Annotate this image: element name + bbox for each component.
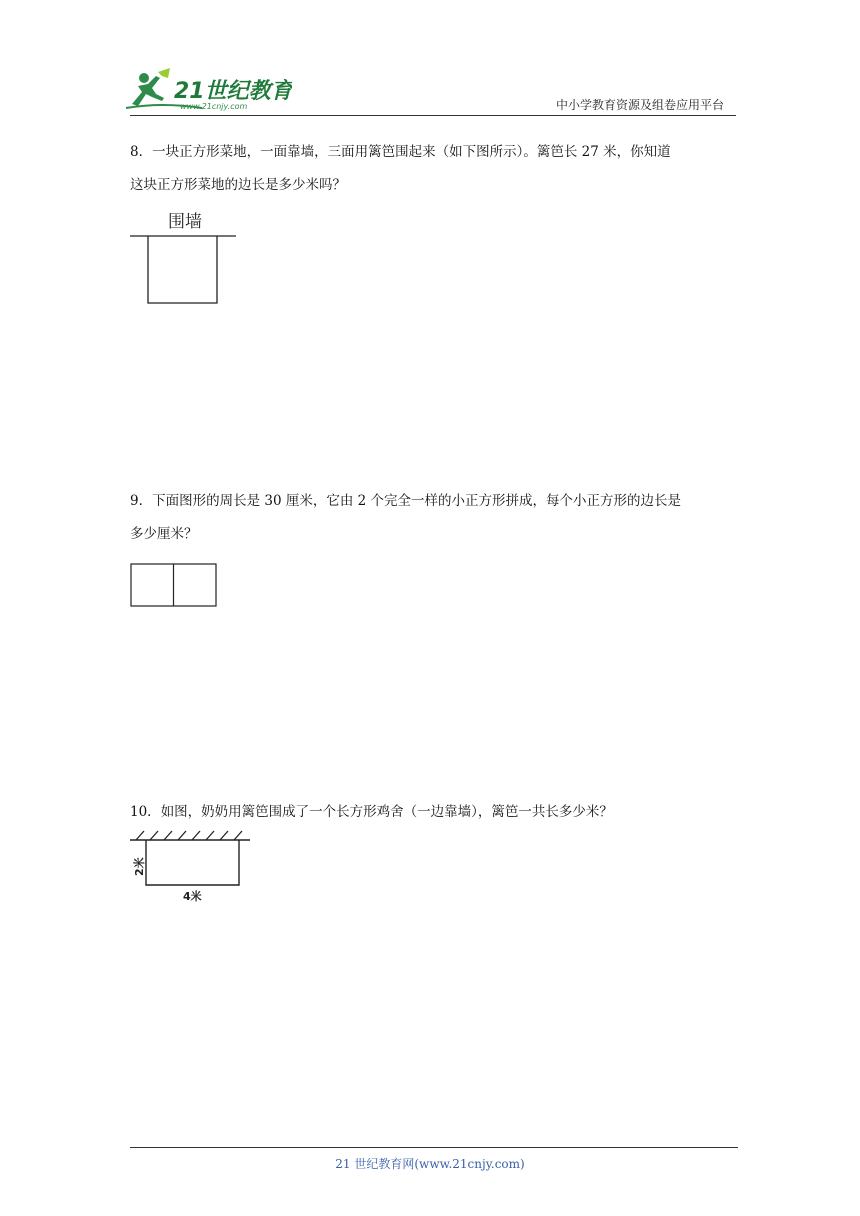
logo-title: 21世纪教育	[174, 79, 292, 104]
question-9-line1: 9．下面图形的周长是 30 厘米，它由 2 个完全一样的小正方形拼成，每个小正方形的边长是	[130, 493, 682, 509]
footer-divider	[130, 1147, 738, 1148]
bottom-length-label: 4米	[183, 890, 202, 903]
logo-subtitle: www.21cnjy.com	[180, 102, 248, 111]
question-8	[130, 136, 736, 202]
wall-hatching	[136, 831, 242, 840]
header-divider	[130, 115, 736, 116]
wall-label: 围墙	[168, 212, 202, 232]
question-8-diagram	[128, 205, 248, 314]
question-10-diagram	[128, 828, 258, 912]
footer-text: 21 世纪教育网(www.21cnjy.com)	[335, 1157, 525, 1171]
site-logo	[122, 64, 292, 114]
question-10-line1: 10．如图，奶奶用篱笆围成了一个长方形鸡舍（一边靠墙），篱笆一共长多少米？	[130, 804, 613, 820]
side-length-label: 2米	[133, 857, 146, 876]
question-9-line2: 多少厘米？	[130, 526, 198, 542]
question-10	[130, 796, 736, 829]
question-9	[130, 485, 736, 551]
header-platform-text: 中小学教育资源及组卷应用平台	[555, 98, 724, 112]
question-9-diagram	[128, 560, 223, 616]
question-8-line2: 这块正方形菜地的边长是多少米吗？	[130, 177, 346, 193]
question-8-line1: 8．一块正方形菜地，一面靠墙，三面用篱笆围起来（如下图所示）。篱笆长 27 米，你知道	[130, 144, 671, 160]
